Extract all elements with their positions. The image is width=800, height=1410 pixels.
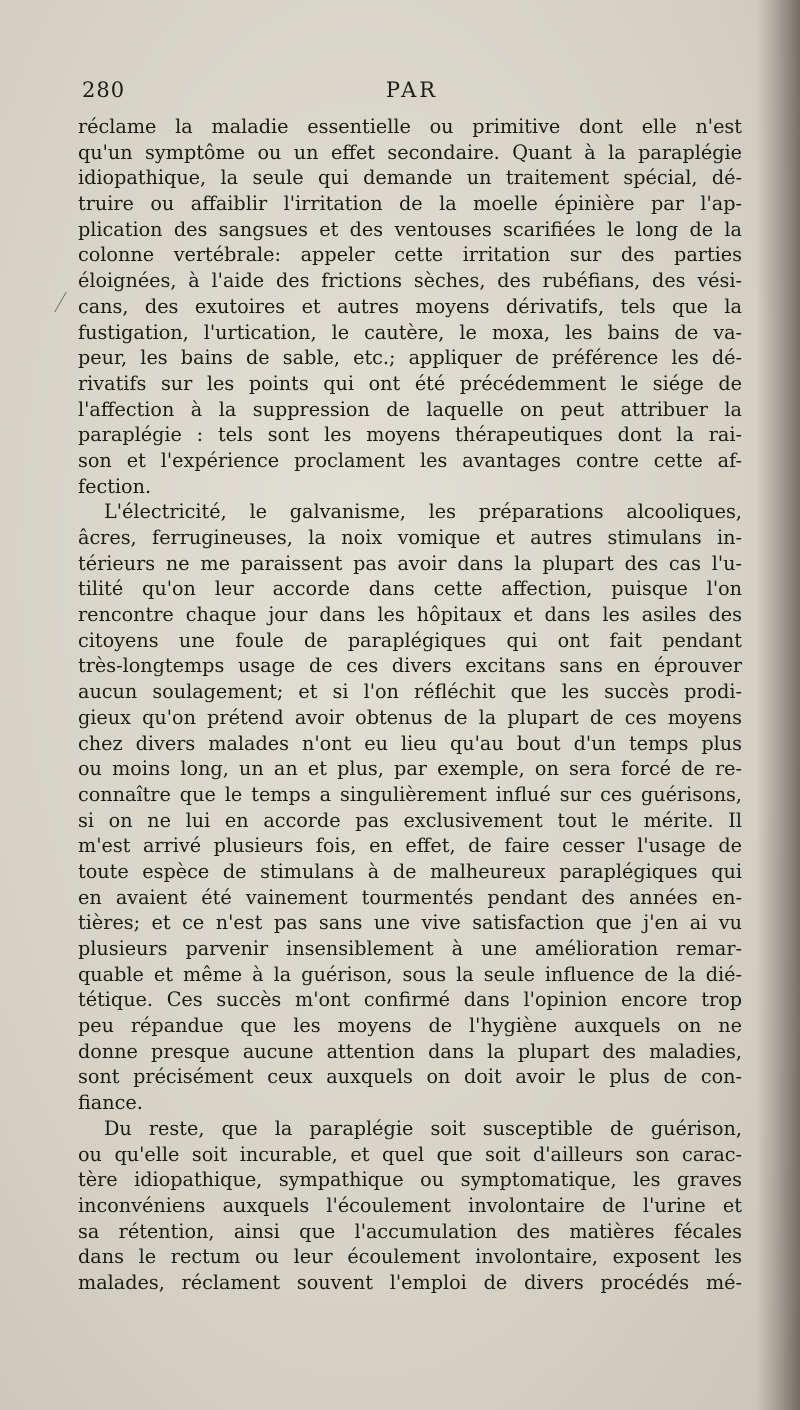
text-line: toute espèce de stimulans à de malheureux paraplégiques qui bbox=[78, 859, 742, 883]
text-line: truire ou affaiblir l'irritation de la moelle épinière par l'ap- bbox=[78, 192, 742, 216]
text-line: âcres, ferrugineuses, la noix vomique et autres stimulans in- bbox=[78, 526, 742, 549]
text-line: Du reste, que la paraplégie soit susceptible de guérison, bbox=[104, 1116, 742, 1140]
text-line: l'affection à la suppression de laquelle on peut attribuer la bbox=[78, 397, 742, 421]
text-line: paraplégie : tels sont les moyens thérapeutiques dont la rai- bbox=[78, 423, 742, 447]
text-line: inconvéniens auxquels l'écoulement involontaire de l'urine et bbox=[78, 1193, 742, 1217]
text-line: aucun soulagement; et si l'on réfléchit que les succès prodi- bbox=[78, 680, 742, 704]
text-line: donne presque aucune attention dans la plupart des maladies, bbox=[78, 1039, 742, 1063]
text-line: sa rétention, ainsi que l'accumulation des matières fécales bbox=[78, 1219, 742, 1243]
text-line: dans le rectum ou leur écoulement involontaire, exposent les bbox=[78, 1245, 742, 1269]
text-line: rencontre chaque jour dans les hôpitaux et dans les asiles des bbox=[78, 603, 742, 627]
text-line: connaître que le temps a singulièrement influé sur ces guérisons, bbox=[78, 782, 742, 806]
text-line: idiopathique, la seule qui demande un traitement spécial, dé- bbox=[78, 166, 742, 190]
text-line: fustigation, l'urtication, le cautère, le moxa, les bains de va- bbox=[78, 320, 742, 344]
text-line: réclame la maladie essentielle ou primitive dont elle n'est bbox=[78, 115, 742, 138]
text-line: très-longtemps usage de ces divers excitans sans en éprouver bbox=[78, 654, 742, 678]
text-line: ou moins long, un an et plus, par exemple, on sera forcé de re- bbox=[78, 757, 742, 781]
text-line: rivatifs sur les points qui ont été précédemment le siége de bbox=[78, 371, 742, 395]
running-head bbox=[82, 78, 742, 108]
text-line: L'électricité, le galvanisme, les préparations alcooliques, bbox=[104, 500, 742, 524]
text-line: cans, des exutoires et autres moyens dérivatifs, tels que la bbox=[78, 294, 742, 318]
text-line: en avaient été vainement tourmentés pendant des années en- bbox=[78, 885, 742, 909]
text-line: chez divers malades n'ont eu lieu qu'au bout d'un temps plus bbox=[78, 731, 742, 755]
text-line: ou qu'elle soit incurable, et quel que soit d'ailleurs son carac- bbox=[78, 1142, 742, 1166]
page-number: 280 bbox=[82, 78, 126, 102]
text-line: quable et même à la guérison, sous la seule influence de la dié- bbox=[78, 962, 742, 986]
text-line: tétique. Ces succès m'ont confirmé dans l'opinion encore trop bbox=[78, 988, 742, 1012]
text-line: tère idiopathique, sympathique ou symptomatique, les graves bbox=[78, 1168, 742, 1192]
text-line: sont précisément ceux auxquels on doit avoir le plus de con- bbox=[78, 1065, 742, 1089]
text-line: éloignées, à l'aide des frictions sèches, des rubéfians, des vési- bbox=[78, 269, 742, 293]
text-line: citoyens une foule de paraplégiques qui ont fait pendant bbox=[78, 628, 742, 652]
text-line: son et l'expérience proclament les avantages contre cette af- bbox=[78, 448, 742, 472]
body-text bbox=[78, 114, 742, 1296]
text-line: fiance. bbox=[78, 1091, 143, 1115]
paragraph bbox=[78, 1116, 742, 1296]
page-gutter-shadow bbox=[756, 0, 800, 1410]
text-line: térieurs ne me paraissent pas avoir dans la plupart des cas l'u- bbox=[78, 551, 742, 575]
text-line: tières; et ce n'est pas sans une vive satisfaction que j'en ai vu bbox=[78, 911, 742, 935]
paragraph bbox=[78, 499, 742, 1116]
running-title: PAR bbox=[385, 78, 439, 102]
text-line: qu'un symptôme ou un effet secondaire. Quant à la paraplégie bbox=[78, 140, 742, 164]
text-line: m'est arrivé plusieurs fois, en effet, de faire cesser l'usage de bbox=[78, 834, 742, 858]
text-line: fection. bbox=[78, 474, 152, 498]
text-line: malades, réclament souvent l'emploi de divers procédés mé- bbox=[78, 1270, 742, 1294]
text-line: tilité qu'on leur accorde dans cette affection, puisque l'on bbox=[78, 577, 742, 601]
margin-pencil-mark bbox=[54, 292, 77, 312]
text-line: peur, les bains de sable, etc.; appliquer de préférence les dé- bbox=[78, 346, 742, 370]
text-line: plication des sangsues et des ventouses scarifiées le long de la bbox=[78, 217, 742, 241]
paragraph bbox=[78, 114, 742, 499]
text-line: peu répandue que les moyens de l'hygiène auxquels on ne bbox=[78, 1014, 742, 1038]
text-line: gieux qu'on prétend avoir obtenus de la plupart de ces moyens bbox=[78, 705, 742, 729]
text-line: colonne vertébrale: appeler cette irritation sur des parties bbox=[78, 243, 742, 267]
text-line: plusieurs parvenir insensiblement à une amélioration remar- bbox=[78, 937, 742, 960]
text-line: si on ne lui en accorde pas exclusivement tout le mérite. Il bbox=[78, 808, 742, 832]
